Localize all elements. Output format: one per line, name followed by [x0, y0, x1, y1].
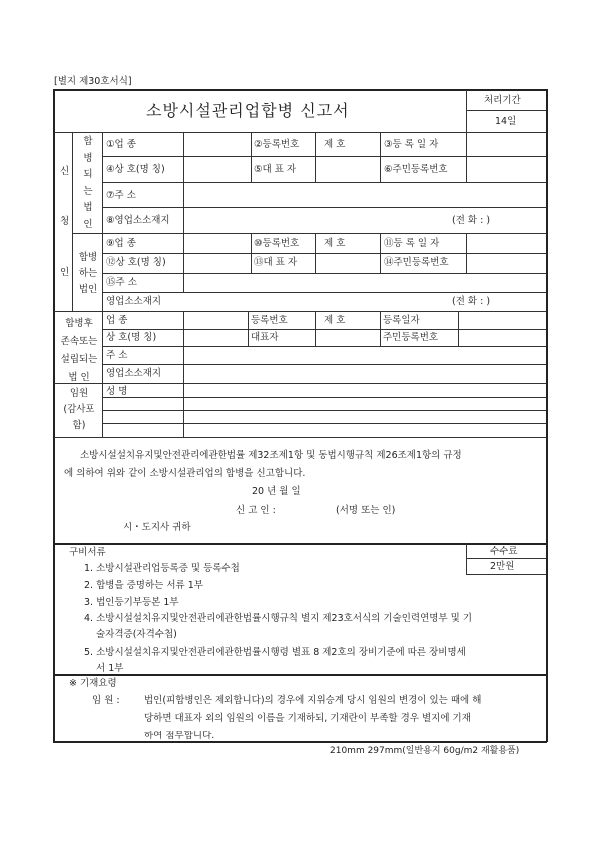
after-corp-line: 설립되는: [60, 354, 98, 365]
footer-paper-spec: 210mm 297mm(일반용지 60g/m2 재활용품): [330, 746, 520, 756]
divider: [183, 311, 184, 383]
merged-regdate-label: ③등 록 일 자: [384, 139, 439, 150]
after-regno-value: 제 호: [324, 315, 346, 326]
merged-industry-label: ①업 종: [106, 139, 136, 150]
merged-office-label: ⑧영업소소재지: [106, 215, 170, 226]
instructions-line: 법인(피합병인은 제외합니다)의 경우에 지위승계 당시 임원의 변경이 있는 때에 해: [144, 695, 482, 706]
divider: [380, 132, 381, 182]
divider: [315, 132, 316, 182]
after-corp-line: 합병후: [65, 318, 93, 329]
divider: [315, 233, 316, 273]
divider: [102, 346, 546, 347]
after-industry-label: 업 종: [106, 315, 128, 326]
document-item: 3. 법인등기부등본 1부: [84, 597, 179, 608]
divider: [102, 410, 546, 411]
divider: [466, 574, 546, 575]
instructions-label: 임 원 :: [92, 695, 120, 706]
document-item: 4. 소방시설설치유지및안전관리에관한법률시행규칙 별지 제23호서식의 기술인력연명부 및 기: [84, 613, 472, 624]
merged-name-label: ④상 호(명 칭): [106, 164, 165, 175]
divider: [102, 253, 546, 254]
divider: [102, 273, 546, 274]
applicant-label-3: 인: [60, 267, 70, 278]
merging-regdate-label: ⑪등 록 일 자: [384, 238, 440, 249]
page-title: 소방시설관리업합병 신고서: [146, 101, 350, 120]
divider: [466, 110, 546, 111]
after-office-label: 영업소소재지: [106, 368, 162, 379]
divider: [458, 311, 459, 346]
divider: [315, 311, 316, 346]
after-name-label: 상 호(명 칭): [106, 332, 157, 343]
merged-corp-char: 는: [83, 185, 93, 197]
divider: [102, 207, 546, 208]
divider: [72, 132, 73, 311]
document-item: 2. 합병을 증명하는 서류 1부: [84, 580, 203, 591]
divider: [54, 132, 546, 133]
declaration-date: 20 년 월 일: [252, 486, 301, 497]
merged-phone-label: (전 화 : ): [452, 215, 491, 226]
officers-line: (감사포: [63, 404, 95, 415]
recipient: 시・도지사 귀하: [123, 522, 191, 533]
processing-value: 14일: [495, 116, 517, 127]
merged-regno-label: ②등록번호: [254, 139, 300, 150]
processing-label: 처리기간: [484, 95, 521, 106]
merging-name-label: ⑫상 호(명 칭): [106, 257, 166, 268]
after-corp-line: 존속또는: [60, 336, 98, 347]
divider: [183, 233, 184, 273]
after-regno-label: 등록번호: [251, 315, 288, 326]
divider: [466, 233, 467, 273]
divider: [466, 90, 467, 132]
documents-heading: 구비서류: [69, 547, 106, 558]
divider: [251, 132, 252, 182]
signature-label: (서명 또는 인): [336, 505, 396, 516]
merged-rep-label: ⑤대 표 자: [254, 164, 297, 175]
merging-office-label: 영업소소재지: [106, 296, 162, 307]
merged-corp-side-label: [78, 134, 98, 233]
document-item: 5. 소방시설설치유지및안전관리에관한법률시행령 별표 8 제2호의 장비기준에 따른 장비명세: [84, 647, 466, 658]
after-address-label: 주 소: [106, 350, 128, 361]
divider: [54, 674, 546, 676]
officers-side-label: [55, 386, 103, 434]
merging-corp-line: 합병: [78, 252, 98, 263]
divider: [54, 543, 546, 545]
divider: [102, 182, 546, 183]
document-item: 1. 소방시설관리업등록증 및 등록수첩: [84, 563, 240, 574]
merged-address-label: ⑦주 소: [106, 190, 136, 201]
after-resid-label: 주민등록번호: [383, 332, 439, 343]
document-item: 술자격증(자격수첩): [96, 629, 177, 640]
divider: [102, 423, 546, 424]
document-item: 서 1부: [96, 663, 124, 674]
divider: [380, 311, 381, 346]
divider: [380, 233, 381, 273]
divider: [102, 364, 546, 365]
merging-rep-label: ⑬대 표 자: [254, 257, 298, 268]
officers-name-header: 성 명: [106, 386, 128, 397]
divider: [183, 132, 184, 182]
merged-corp-char: 병: [83, 152, 93, 164]
merging-corp-line: 법인: [78, 284, 98, 295]
divider: [102, 397, 546, 398]
divider: [102, 329, 546, 330]
signer-label: 신 고 인 :: [236, 505, 276, 516]
merging-regno-value: 제 호: [324, 238, 346, 249]
declaration-line-2: 에 의하여 위와 같이 소방시설관리업의 합병을 신고합니다.: [64, 468, 306, 479]
merging-industry-label: ⑨업 종: [106, 238, 136, 249]
instructions-line: 하여 첨부합니다.: [144, 731, 215, 740]
after-rep-label: 대표자: [251, 332, 279, 343]
divider: [248, 311, 249, 346]
divider: [102, 156, 546, 157]
divider: [466, 558, 546, 559]
divider: [54, 437, 546, 438]
after-corp-side-label: [55, 315, 103, 387]
divider: [72, 233, 546, 234]
frame-bottom: [53, 741, 547, 743]
divider: [102, 292, 546, 293]
applicant-label-1: 신: [60, 166, 70, 177]
frame-right: [546, 89, 548, 742]
fee-value: 2만원: [490, 561, 515, 572]
merging-phone-label: (전 화 : ): [452, 296, 491, 307]
merged-corp-char: 법: [83, 202, 93, 213]
merging-address-label: ⑮주 소: [106, 277, 137, 288]
declaration-line-1: 소방시설설치유지및안전관리에관한법률 제32조제1항 및 동법시행규칙 제26조제1항의 규정: [80, 450, 462, 461]
divider: [183, 182, 184, 233]
divider: [54, 383, 546, 384]
officers-line: 임원: [69, 388, 89, 399]
merged-resid-label: ⑥주민등록번호: [384, 164, 448, 175]
officers-line: 함): [72, 420, 86, 431]
merging-corp-line: 하는: [78, 268, 98, 279]
applicant-label-2: 청: [60, 216, 70, 227]
merging-corp-side-label: [74, 250, 102, 298]
divider: [183, 273, 184, 292]
divider: [54, 311, 546, 312]
after-corp-line: 법 인: [68, 372, 90, 383]
divider: [251, 233, 252, 273]
merged-corp-char: 합: [83, 136, 93, 147]
divider: [466, 132, 467, 182]
after-regdate-label: 등록일자: [383, 315, 420, 326]
merging-regno-label: ⑩등록번호: [254, 238, 300, 249]
merged-corp-char: 인: [83, 218, 93, 230]
frame-top: [53, 89, 547, 91]
fee-label: 수수료: [490, 546, 518, 557]
merging-resid-label: ⑭주민등록번호: [384, 257, 449, 268]
instructions-heading: ※ 기재요령: [69, 678, 117, 689]
divider: [102, 132, 103, 311]
form-number: [별지 제30호서식]: [54, 76, 132, 87]
merged-regno-value: 제 호: [324, 139, 346, 150]
merged-corp-char: 되: [83, 169, 93, 180]
instructions-line: 당하면 대표자 외의 임원의 이름을 기재하되, 기재란이 부족할 경우 별지에 기재: [144, 713, 471, 724]
